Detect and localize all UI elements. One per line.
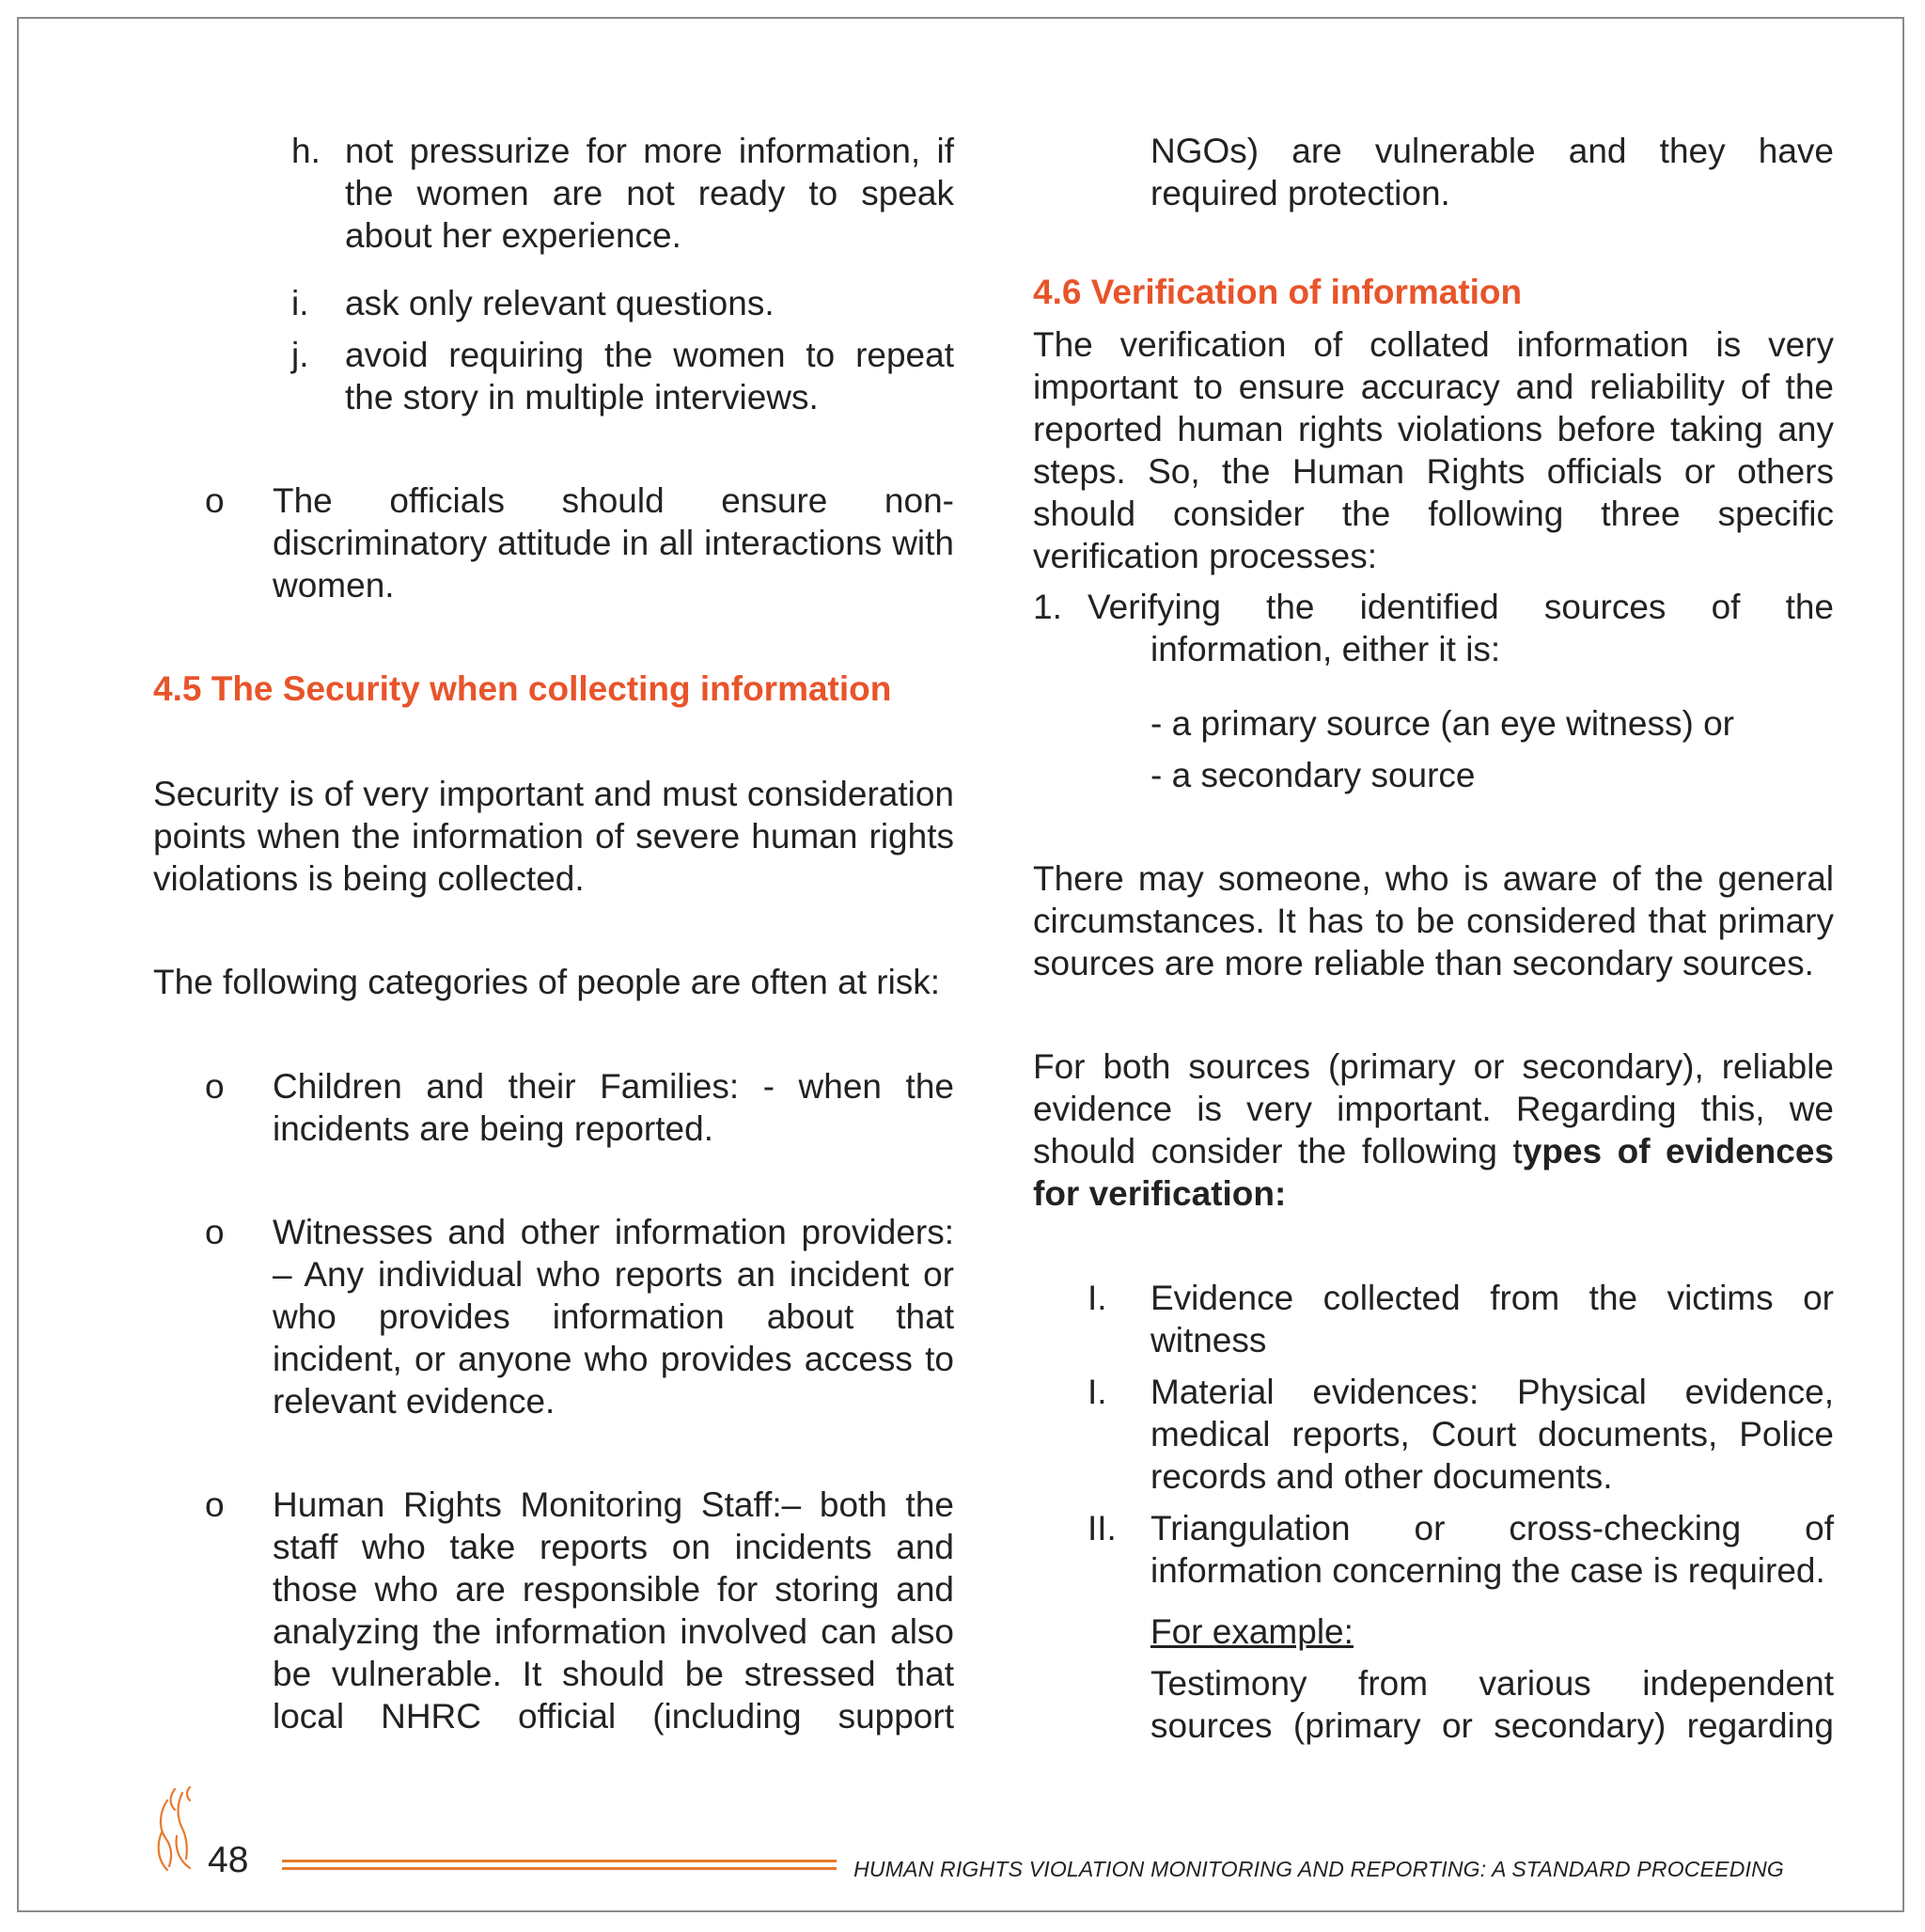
evidence-marker: II. xyxy=(1088,1509,1117,1547)
numbered-rest: information, either it is: xyxy=(1150,630,1501,668)
paragraph-categories: The following categories of people are often at risk: xyxy=(153,963,941,1001)
bullet-marker: o xyxy=(205,1213,225,1251)
numbered-marker: 1. xyxy=(1033,588,1062,626)
evidence-item-3 xyxy=(1088,1507,1834,1592)
footer-rule-bottom xyxy=(282,1867,837,1870)
paragraph-security: Security is of very important and must consideration points when the information of severe human rights violations is being collected. xyxy=(153,775,954,898)
sub-item-h xyxy=(291,130,954,257)
document-page xyxy=(17,17,1904,1912)
bullet-marker: o xyxy=(205,1485,225,1524)
evidence-text: Evidence collected from the victims or witness xyxy=(1150,1279,1834,1359)
section-heading-4-6: 4.6 Verification of information xyxy=(1033,273,1523,311)
bullet-text: Children and their Families: - when the incidents are being reported. xyxy=(273,1067,954,1148)
evidence-marker: I. xyxy=(1088,1373,1107,1411)
bullet-text: Human Rights Monitoring Staff:– both the staff who take reports on incidents and those who are responsible for storing and analyzing the information involved can also be vulnerable. It should be stressed that local NHRC official (including support xyxy=(273,1485,954,1736)
example-text: Testimony from various independent sources (primary or secondary) regarding xyxy=(1150,1664,1834,1745)
paragraph-general: There may someone, who is aware of the general circumstances. It has to be considered that primary sources are more reliable than secondary sources. xyxy=(1033,859,1834,982)
sub-item-text: ask only relevant questions. xyxy=(345,284,775,322)
bullet-text: The officials should ensure non-discriminatory attitude in all interactions with women. xyxy=(273,481,954,605)
bullet-marker: o xyxy=(205,481,225,520)
sub-item-text: avoid requiring the women to repeat the story in multiple interviews. xyxy=(345,336,954,416)
footer-rule-top xyxy=(282,1860,837,1862)
numbered-item-1 xyxy=(1033,586,1834,670)
paragraph-both-start: For both sources (primary or secondary), reliable evidence is very important. Regarding this, we should consider the following t xyxy=(1033,1047,1834,1170)
page-number: 48 xyxy=(208,1840,249,1880)
evidence-item-2 xyxy=(1088,1371,1834,1498)
evidence-marker: I. xyxy=(1088,1279,1107,1317)
paragraph-both-bold: ypes of evidences for verification: xyxy=(1033,1132,1834,1213)
paragraph-verification: The verification of collated information is very important to ensure accuracy and reliability of the reported human rights violations before taking any steps. So, the Human Rights officials or others should consider the following three specific verification processes: xyxy=(1033,325,1834,575)
bullet-officials xyxy=(205,479,954,606)
risk-bullet-witnesses xyxy=(205,1211,954,1422)
bullet-marker: o xyxy=(205,1067,225,1106)
sub-item-marker: j. xyxy=(291,336,309,374)
sub-item-marker: h. xyxy=(291,132,321,170)
bullet-text: Witnesses and other information providers: – Any individual who reports an incident or who provides information about that incident, or anyone who provides access to relevant evidence. xyxy=(273,1213,954,1421)
sub-item-j xyxy=(291,334,954,418)
example-label: For example: xyxy=(1150,1612,1354,1651)
source-item-secondary: - a secondary source xyxy=(1150,756,1476,794)
sub-item-text: not pressurize for more information, if the women are not ready to speak about her experience. xyxy=(345,132,954,255)
risk-bullet-children xyxy=(205,1065,954,1150)
section-heading-4-5: 4.5 The Security when collecting information xyxy=(153,669,892,708)
sub-item-i xyxy=(291,282,954,324)
evidence-text: Triangulation or cross-checking of information concerning the case is required. xyxy=(1150,1509,1834,1590)
running-title: HUMAN RIGHTS VIOLATION MONITORING AND REPORTING: A STANDARD PROCEEDING xyxy=(853,1857,1784,1881)
risk-bullet-staff xyxy=(205,1484,954,1737)
evidence-text: Material evidences: Physical evidence, medical reports, Court documents, Police records and other documents. xyxy=(1150,1373,1834,1496)
evidence-item-1 xyxy=(1088,1277,1834,1361)
continuation-text: NGOs) are vulnerable and they have required protection. xyxy=(1150,132,1834,212)
sub-item-marker: i. xyxy=(291,284,309,322)
source-item-primary: - a primary source (an eye witness) or xyxy=(1150,704,1734,743)
numbered-first-line: Verifying the identified sources of the xyxy=(1088,588,1834,626)
paragraph-both-sources xyxy=(1033,1045,1834,1215)
swirl-logo-icon xyxy=(149,1780,214,1874)
